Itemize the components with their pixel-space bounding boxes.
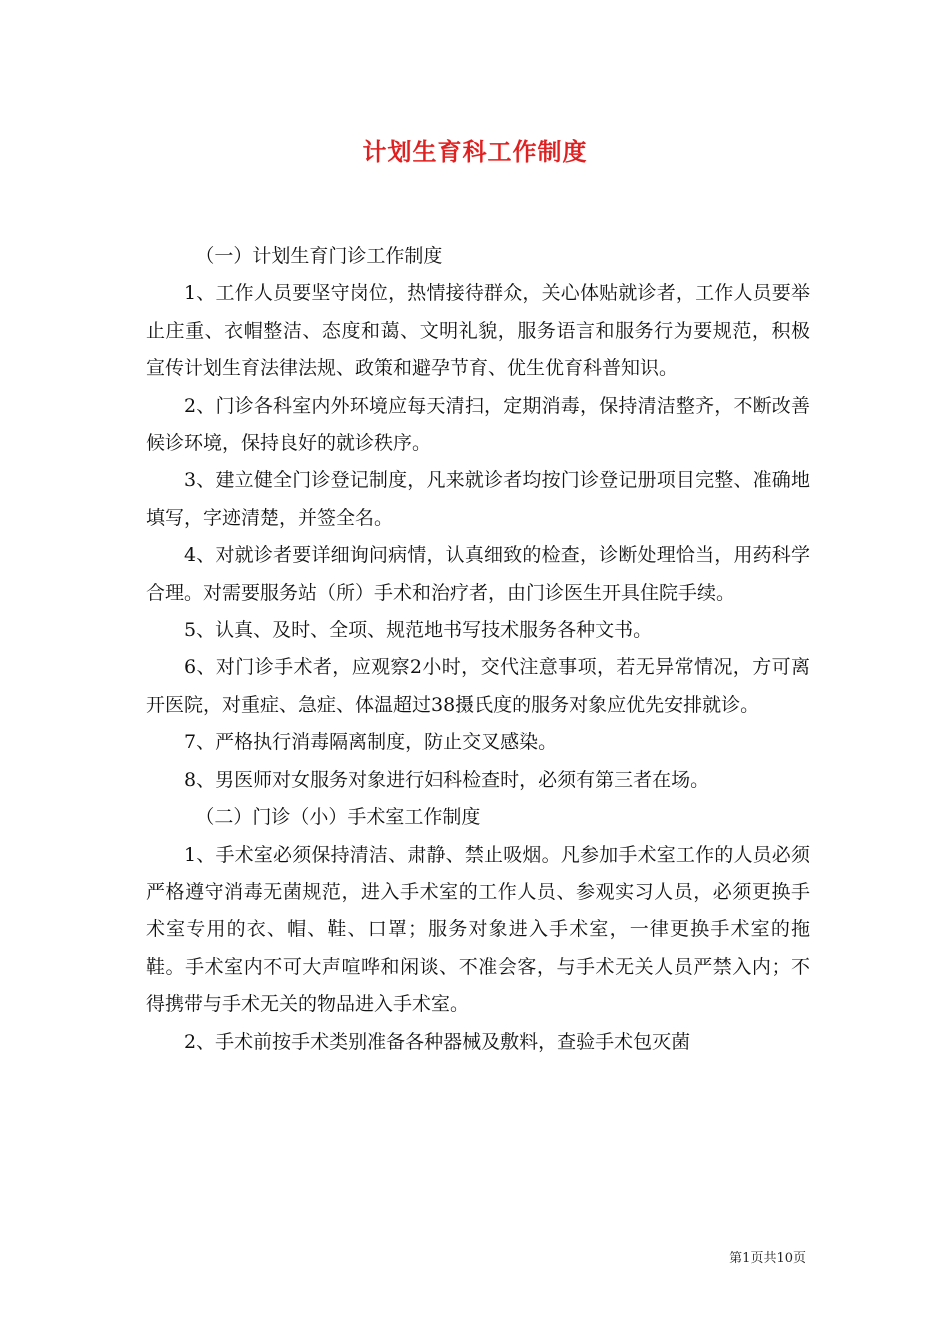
- paragraph: 8、男医师对女服务对象进行妇科检查时，必须有第三者在场。: [184, 768, 710, 791]
- section-heading: （二）门诊（小）手术室工作制度: [195, 806, 481, 829]
- paragraph: 7、严格执行消毒隔离制度，防止交叉感染。: [184, 731, 558, 754]
- page-number: 第1页共10页: [729, 1251, 806, 1266]
- paragraph: 5、认真、及时、全项、规范地书写技术服务各种文书。: [184, 619, 653, 642]
- paragraph: 1、手术室必须保持清洁、肃静、禁止吸烟。凡参加手术室工作的人员必须严格遵守消毒无菌规范，进入手术室的工作人员、参观实习人员，必须更换手术室专用的衣、帽、鞋、口罩；服务对象进入手术室，一律更换手术室的拖鞋。手术室内不可大声喧哗和闲谈、不准会客，与手术无关人员严禁入内；不得携带与手术无关的物品进入手术室。: [146, 843, 810, 1016]
- document-body: [146, 238, 810, 1061]
- paragraph: 6、对门诊手术者，应观察2小时，交代注意事项，若无异常情况，方可离开医院，对重症、急症、体温超过38摄氏度的服务对象应优先安排就诊。: [146, 656, 810, 716]
- section-heading: （一）计划生育门诊工作制度: [195, 245, 443, 267]
- paragraph: 2、手术前按手术类别准备各种器械及敷料，查验手术包灭菌: [184, 1030, 691, 1053]
- paragraph: 3、建立健全门诊登记制度，凡来就诊者均按门诊登记册项目完整、准确地填写，字迹清楚，并签全名。: [146, 469, 810, 529]
- document-title: 计划生育科工作制度: [362, 137, 588, 166]
- paragraph: 2、门诊各科室内外环境应每天清扫，定期消毒，保持清洁整齐，不断改善候诊环境，保持良好的就诊秩序。: [146, 394, 810, 455]
- paragraph: 1、工作人员要坚守岗位，热情接待群众，关心体贴就诊者，工作人员要举止庄重、衣帽整洁、态度和蔼、文明礼貌，服务语言和服务行为要规范，积极宣传计划生育法律法规、政策和避孕节育、优生优育科普知识。: [146, 282, 810, 380]
- paragraph: 4、对就诊者要详细询问病情，认真细致的检查，诊断处理恰当，用药科学合理。对需要服务站（所）手术和治疗者，由门诊医生开具住院手续。: [146, 544, 810, 604]
